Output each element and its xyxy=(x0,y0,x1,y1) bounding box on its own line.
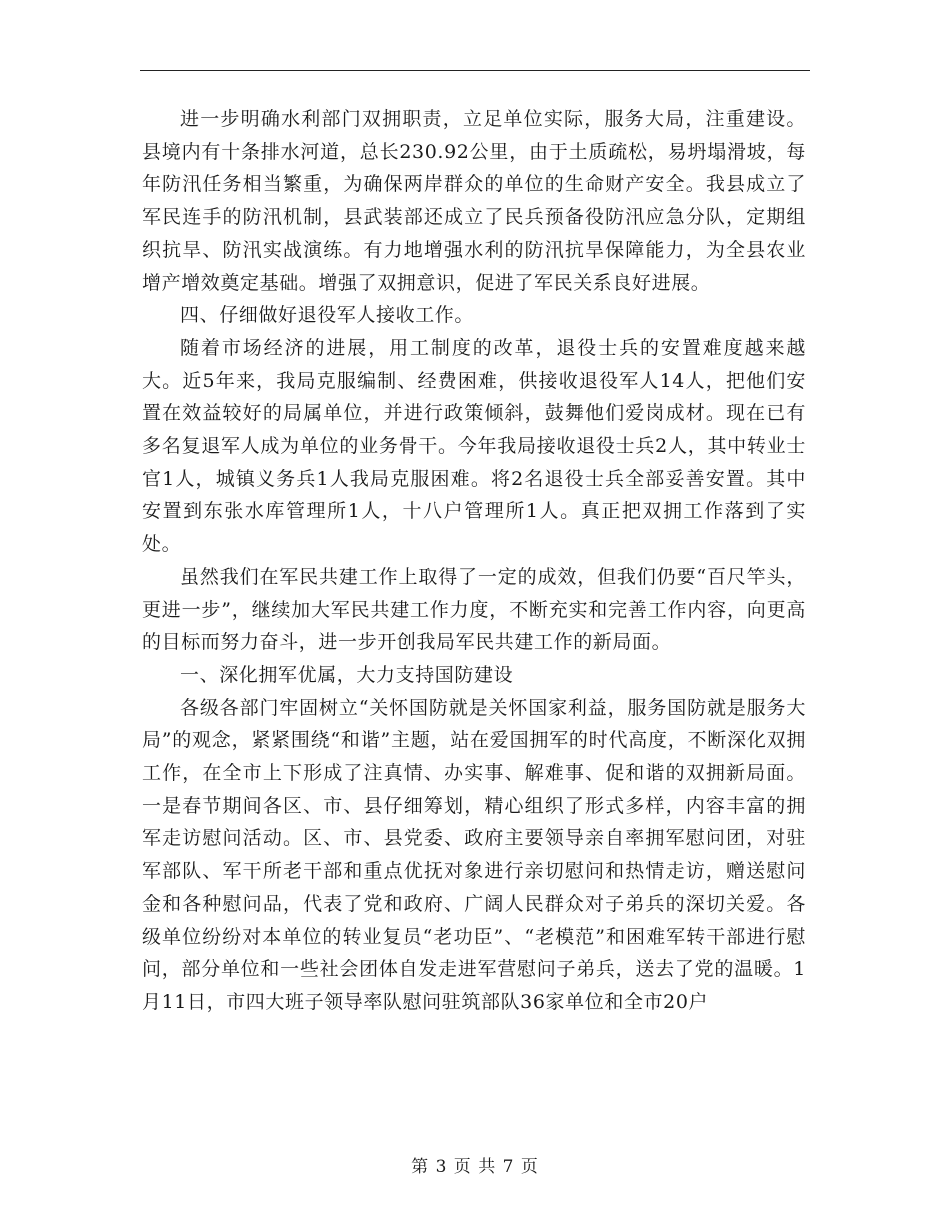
section-heading: 四、仔细做好退役军人接收工作。 xyxy=(180,304,475,327)
section-heading: 一、深化拥军优属，大力支持国防建设 xyxy=(180,663,514,686)
document-body xyxy=(142,103,806,1019)
paragraph: 各级各部门牢固树立“关怀国防就是关怀国家利益，服务国防就是服务大局”的观念，紧紧围绕“和谐”主题，站在爱国拥军的时代高度，不断深化双拥工作，在全市上下形成了注真情、办实事、解难事、促和谐的双拥新局面。一是春节期间各区、市、县仔细筹划，精心组织了形式多样，内容丰富的拥军走访慰问活动。区、市、县党委、政府主要领导亲自率拥军慰问团，对驻军部队、军干所老干部和重点优抚对象进行亲切慰问和热情走访，赠送慰问金和各种慰问品，代表了党和政府、广阔人民群众对子弟兵的深切关爱。各级单位纷纷对本单位的转业复员“老功臣”、“老模范”和困难军转干部进行慰问，部分单位和一些社会团体自发走进军营慰问子弟兵，送去了党的温暖。1月11日，市四大班子领导率队慰问驻筑部队36家单位和全市20户 xyxy=(142,696,806,1013)
header-rule xyxy=(140,70,810,71)
paragraph: 进一步明确水利部门双拥职责，立足单位实际，服务大局，注重建设。县境内有十条排水河道，总长230.92公里，由于土质疏松，易坍塌滑坡，每年防汛任务相当繁重，为确保两岸群众的单位的生命财产安全。我县成立了军民连手的防汛机制，县武装部还成立了民兵预备役防汛应急分队，定期组织抗旱、防汛实战演练。有力地增强水利的防汛抗旱保障能力，为全县农业增产增效奠定基础。增强了双拥意识，促进了军民关系良好进展。 xyxy=(142,108,806,294)
paragraph: 虽然我们在军民共建工作上取得了一定的成效，但我们仍要“百尺竿头，更进一步”，继续加大军民共建工作力度，不断充实和完善工作内容，向更高的目标而努力奋斗，进一步开创我局军民共建工作的新局面。 xyxy=(142,565,806,654)
paragraph: 随着市场经济的进展，用工制度的改革，退役士兵的安置难度越来越大。近5年来，我局克服编制、经费困难，供接收退役军人14人，把他们安置在效益较好的局属单位，并进行政策倾斜，鼓舞他们爱岗成材。现在已有多名复退军人成为单位的业务骨干。今年我局接收退役士兵2人，其中转业士官1人，城镇义务兵1人我局克服困难。将2名退役士兵全部妥善安置。其中安置到东张水库管理所1人，十八户管理所1人。真正把双拥工作落到了实处。 xyxy=(142,336,806,556)
page-footer xyxy=(0,1152,950,1177)
page-number: 第 3 页 共 7 页 xyxy=(411,1157,539,1177)
